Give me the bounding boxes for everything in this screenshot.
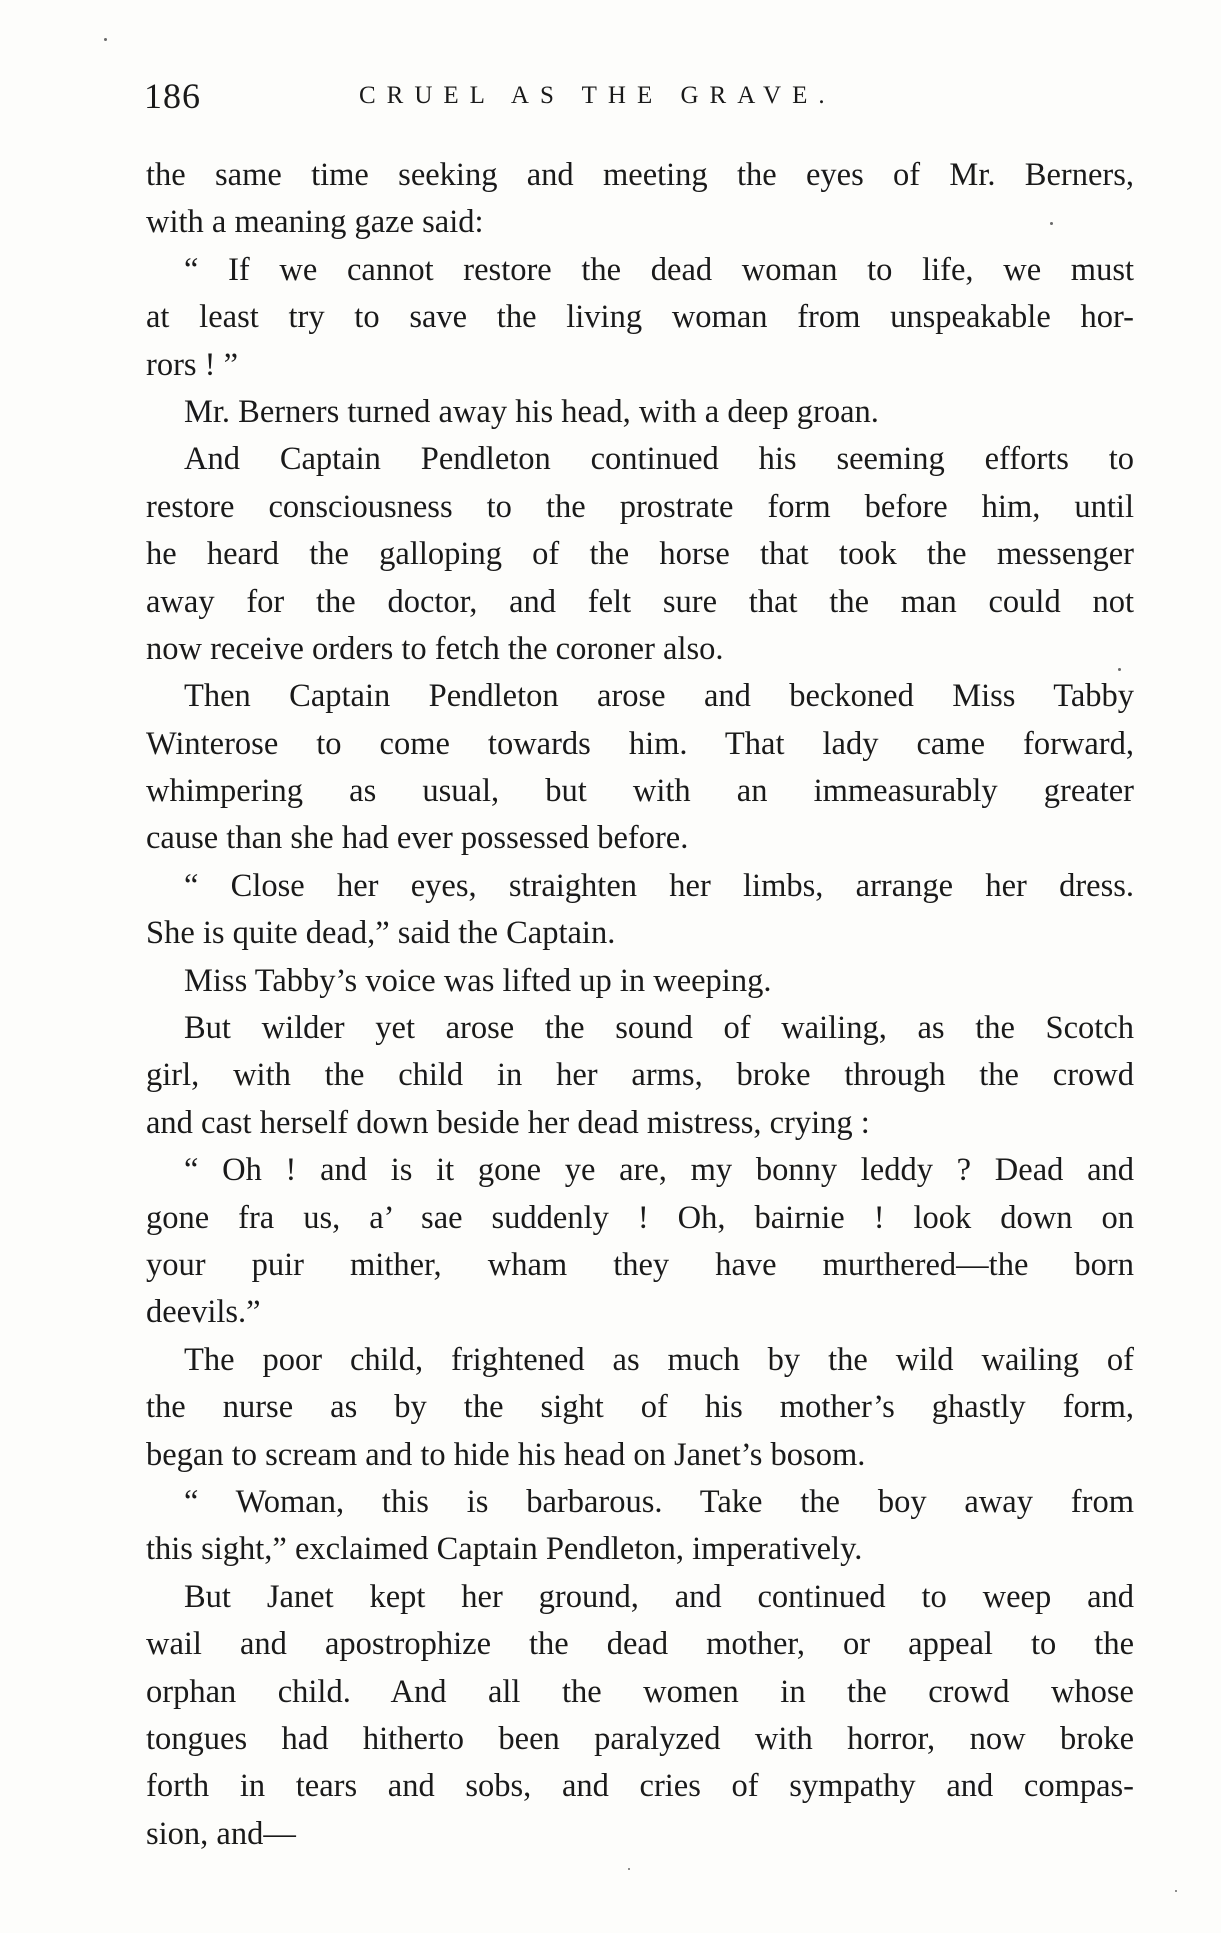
- text-line: Mr. Berners turned away his head, with a deep groan.: [184, 393, 879, 430]
- text-line: wail and apostrophize the dead mother, or appeal to the: [146, 1626, 1134, 1663]
- text-line: But Janet kept her ground, and continued to weep and: [184, 1578, 1134, 1615]
- text-line: cause than she had ever possessed before.: [146, 820, 689, 857]
- text-line: sion, and—: [146, 1815, 296, 1852]
- text-line: the nurse as by the sight of his mother’s ghastly form,: [146, 1389, 1134, 1426]
- text-line: deevils.”: [146, 1294, 261, 1331]
- text-line: your puir mither, wham they have murthered—the born: [146, 1246, 1134, 1283]
- text-line: She is quite dead,” said the Captain.: [146, 915, 616, 952]
- text-line: this sight,” exclaimed Captain Pendleton, imperatively.: [146, 1531, 863, 1568]
- body-text: [146, 152, 1134, 1858]
- text-line: Then Captain Pendleton arose and beckoned Miss Tabby: [184, 678, 1134, 715]
- print-speck: [1118, 668, 1121, 671]
- text-line: away for the doctor, and felt sure that the man could not: [146, 583, 1134, 620]
- text-line: orphan child. And all the women in the crowd whose: [146, 1673, 1134, 1710]
- text-line: and cast herself down beside her dead mistress, crying :: [146, 1104, 870, 1141]
- text-line: And Captain Pendleton continued his seeming efforts to: [184, 441, 1134, 478]
- text-line: “ If we cannot restore the dead woman to life, we must: [184, 251, 1134, 288]
- text-line: the same time seeking and meeting the eyes of Mr. Berners,: [146, 157, 1134, 193]
- text-line: “ Close her eyes, straighten her limbs, arrange her dress.: [184, 867, 1134, 904]
- print-speck: [1175, 1890, 1177, 1892]
- text-line: he heard the galloping of the horse that took the messenger: [146, 536, 1134, 573]
- text-line: But wilder yet arose the sound of wailing, as the Scotch: [184, 1010, 1134, 1047]
- text-line: forth in tears and sobs, and cries of sympathy and compas-: [146, 1768, 1134, 1805]
- text-line: tongues had hitherto been paralyzed with horror, now broke: [146, 1720, 1134, 1757]
- text-line: “ Woman, this is barbarous. Take the boy away from: [184, 1483, 1134, 1520]
- text-line: The poor child, frightened as much by the wild wailing of: [184, 1341, 1134, 1378]
- text-line: at least try to save the living woman from unspeakable hor-: [146, 299, 1134, 336]
- text-line: girl, with the child in her arms, broke through the crowd: [146, 1057, 1134, 1094]
- text-line: restore consciousness to the prostrate form before him, until: [146, 488, 1134, 525]
- text-line: began to scream and to hide his head on Janet’s bosom.: [146, 1436, 866, 1473]
- text-line: Miss Tabby’s voice was lifted up in weeping.: [184, 962, 772, 999]
- print-speck: [628, 1868, 630, 1870]
- running-title: CRUEL AS THE GRAVE.: [359, 82, 836, 109]
- text-line: with a meaning gaze said:: [146, 204, 484, 241]
- text-line: gone fra us, a’ sae suddenly ! Oh, bairnie ! look down on: [146, 1199, 1134, 1236]
- text-line: rors ! ”: [146, 346, 239, 383]
- text-line: now receive orders to fetch the coroner also.: [146, 630, 724, 667]
- page-number: 186: [144, 76, 201, 116]
- print-speck: [104, 38, 107, 41]
- text-line: Winterose to come towards him. That lady came forward,: [146, 725, 1134, 762]
- text-line: whimpering as usual, but with an immeasurably greater: [146, 773, 1134, 810]
- print-speck: [1050, 222, 1053, 225]
- page-header: [144, 72, 1134, 120]
- text-line: “ Oh ! and is it gone ye are, my bonny leddy ? Dead and: [184, 1152, 1134, 1189]
